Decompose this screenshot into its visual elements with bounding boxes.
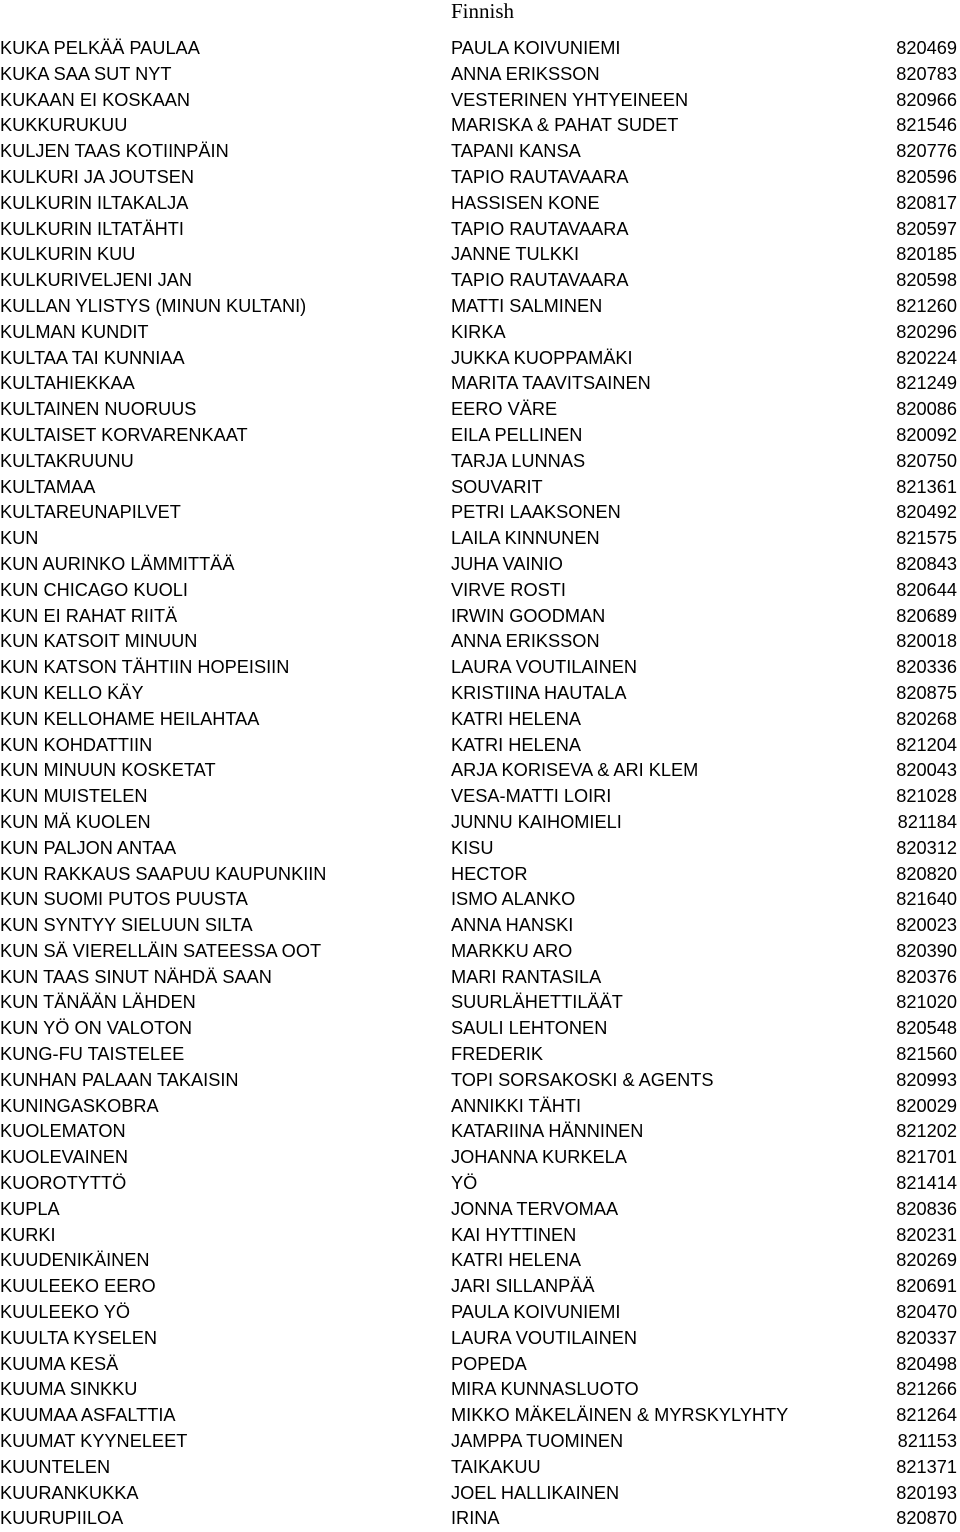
song-title: KUUMA KESÄ xyxy=(0,1353,119,1374)
song-row xyxy=(0,681,960,707)
song-code: 820966 xyxy=(896,89,957,110)
song-code: 820043 xyxy=(896,760,957,781)
song-artist: MIRA KUNNASLUOTO xyxy=(451,1379,639,1400)
song-title: KUKA SAA SUT NYT xyxy=(0,63,172,84)
song-title: KUN AURINKO LÄMMITTÄÄ xyxy=(0,553,235,574)
song-title: KUNHAN PALAAN TAKAISIN xyxy=(0,1069,239,1090)
song-artist: HASSISEN KONE xyxy=(451,192,600,213)
song-row xyxy=(0,836,960,862)
song-title: KUKKURUKUU xyxy=(0,115,128,136)
song-row xyxy=(0,320,960,346)
song-title: KUN MUISTELEN xyxy=(0,786,148,807)
song-row xyxy=(0,990,960,1016)
song-artist: ANNA ERIKSSON xyxy=(451,63,600,84)
song-code: 820783 xyxy=(896,63,957,84)
song-artist: MATTI SALMINEN xyxy=(451,295,603,316)
song-row xyxy=(0,1403,960,1429)
song-row xyxy=(0,242,960,268)
song-title: KUN SUOMI PUTOS PUUSTA xyxy=(0,889,248,910)
song-row xyxy=(0,36,960,62)
song-row xyxy=(0,939,960,965)
song-row xyxy=(0,655,960,681)
song-artist: HECTOR xyxy=(451,863,528,884)
song-title: KUUMAT KYYNELEET xyxy=(0,1431,188,1452)
song-code: 821204 xyxy=(896,734,957,755)
song-row xyxy=(0,1455,960,1481)
song-code: 820193 xyxy=(896,1482,957,1503)
song-row xyxy=(0,1094,960,1120)
song-code: 820268 xyxy=(896,708,957,729)
song-artist: IRWIN GOODMAN xyxy=(451,605,606,626)
song-title: KUN SYNTYY SIELUUN SILTA xyxy=(0,915,253,936)
song-row xyxy=(0,346,960,372)
song-row xyxy=(0,758,960,784)
song-artist: SOUVARIT xyxy=(451,476,543,497)
song-code: 820691 xyxy=(896,1276,957,1297)
song-title: KUN KATSOIT MINUUN xyxy=(0,631,198,652)
song-artist: JAMPPA TUOMINEN xyxy=(451,1431,624,1452)
song-code: 821266 xyxy=(896,1379,957,1400)
song-artist: KAI HYTTINEN xyxy=(451,1224,577,1245)
song-artist: KATRI HELENA xyxy=(451,734,582,755)
song-code: 820750 xyxy=(896,450,957,471)
song-code: 820597 xyxy=(896,218,957,239)
song-row xyxy=(0,578,960,604)
song-title: KULTAMAA xyxy=(0,476,96,497)
song-artist: EERO VÄRE xyxy=(451,399,558,420)
song-title: KUN KATSON TÄHTIIN HOPEISIIN xyxy=(0,657,290,678)
song-code: 820689 xyxy=(896,605,957,626)
song-title: KUOROTYTTÖ xyxy=(0,1173,127,1194)
song-code: 820498 xyxy=(896,1353,957,1374)
song-code: 820390 xyxy=(896,940,957,961)
song-artist: JUKKA KUOPPAMÄKI xyxy=(451,347,633,368)
song-title: KULTAA TAI KUNNIAA xyxy=(0,347,185,368)
song-code: 820376 xyxy=(896,966,957,987)
song-title: KUURUPIILOA xyxy=(0,1508,124,1529)
song-title: KUUMAA ASFALTTIA xyxy=(0,1405,176,1426)
song-code: 820231 xyxy=(896,1224,957,1245)
song-code: 820269 xyxy=(896,1250,957,1271)
song-row xyxy=(0,1326,960,1352)
song-row xyxy=(0,887,960,913)
song-code: 820469 xyxy=(896,38,957,58)
song-row xyxy=(0,1248,960,1274)
song-artist: MARITA TAAVITSAINEN xyxy=(451,373,651,394)
song-row xyxy=(0,62,960,88)
song-code: 820224 xyxy=(896,347,957,368)
song-row xyxy=(0,862,960,888)
song-code: 820018 xyxy=(896,631,957,652)
song-artist: ANNA ERIKSSON xyxy=(451,631,600,652)
song-artist: IRINA xyxy=(451,1508,500,1529)
song-artist: VIRVE ROSTI xyxy=(451,579,566,600)
song-title: KUNG-FU TAISTELEE xyxy=(0,1044,185,1065)
song-row xyxy=(0,1506,960,1532)
song-code: 821184 xyxy=(897,811,957,832)
song-row xyxy=(0,113,960,139)
song-artist: ANNIKKI TÄHTI xyxy=(451,1095,582,1116)
song-row xyxy=(0,1016,960,1042)
song-title: KUOLEMATON xyxy=(0,1121,126,1142)
song-artist: SUURLÄHETTILÄÄT xyxy=(451,992,623,1013)
song-artist: TOPI SORSAKOSKI & AGENTS xyxy=(451,1069,714,1090)
song-row xyxy=(0,475,960,501)
song-artist: ISMO ALANKO xyxy=(451,889,576,910)
song-code: 820023 xyxy=(896,915,957,936)
song-code: 820470 xyxy=(896,1302,957,1323)
song-title: KUN MÄ KUOLEN xyxy=(0,811,151,832)
song-title: KUPLA xyxy=(0,1198,60,1219)
song-code: 821546 xyxy=(896,115,957,136)
song-title: KUN EI RAHAT RIITÄ xyxy=(0,605,178,626)
song-row xyxy=(0,294,960,320)
song-code: 821371 xyxy=(896,1456,957,1477)
song-artist: JARI SILLANPÄÄ xyxy=(451,1276,595,1297)
song-code: 820843 xyxy=(896,553,957,574)
song-artist: PAULA KOIVUNIEMI xyxy=(451,1302,621,1323)
song-code: 820296 xyxy=(896,321,957,342)
song-artist: JONNA TERVOMAA xyxy=(451,1198,619,1219)
song-artist: KRISTIINA HAUTALA xyxy=(451,682,627,703)
song-title: KUUMA SINKKU xyxy=(0,1379,138,1400)
song-row xyxy=(0,1429,960,1455)
song-title: KULKURIN ILTAKALJA xyxy=(0,192,189,213)
song-artist: MARI RANTASILA xyxy=(451,966,602,987)
song-artist: TAPIO RAUTAVAARA xyxy=(451,270,629,291)
song-artist: YÖ xyxy=(451,1173,478,1194)
song-code: 820598 xyxy=(896,270,957,291)
song-code: 820836 xyxy=(896,1198,957,1219)
song-list xyxy=(0,36,960,1532)
song-artist: MARKKU ARO xyxy=(451,940,573,961)
song-row xyxy=(0,604,960,630)
song-title: KUN KELLOHAME HEILAHTAA xyxy=(0,708,260,729)
song-artist: POPEDA xyxy=(451,1353,527,1374)
song-artist: ANNA HANSKI xyxy=(451,915,574,936)
song-row xyxy=(0,449,960,475)
song-row xyxy=(0,707,960,733)
song-row xyxy=(0,965,960,991)
song-row xyxy=(0,1352,960,1378)
song-title: KULJEN TAAS KOTIINPÄIN xyxy=(0,141,229,162)
song-row xyxy=(0,1223,960,1249)
song-code: 821202 xyxy=(896,1121,957,1142)
song-title: KULTAHIEKKAA xyxy=(0,373,135,394)
song-title: KUN KELLO KÄY xyxy=(0,682,144,703)
song-title: KUN KOHDATTIIN xyxy=(0,734,153,755)
song-code: 821020 xyxy=(896,992,957,1013)
song-row xyxy=(0,217,960,243)
song-artist: JANNE TULKKI xyxy=(451,244,580,265)
song-artist: LAURA VOUTILAINEN xyxy=(451,657,637,678)
song-artist: KATARIINA HÄNNINEN xyxy=(451,1121,644,1142)
song-code: 820492 xyxy=(896,502,957,523)
song-row xyxy=(0,371,960,397)
song-code: 820596 xyxy=(896,166,957,187)
song-code: 820086 xyxy=(896,399,957,420)
song-code: 820817 xyxy=(896,192,957,213)
page-header xyxy=(451,0,514,22)
song-title: KUN PALJON ANTAA xyxy=(0,837,177,858)
song-title: KUNINGASKOBRA xyxy=(0,1095,159,1116)
song-code: 820092 xyxy=(896,424,957,445)
song-artist: JUHA VAINIO xyxy=(451,553,563,574)
song-code: 821701 xyxy=(896,1147,957,1168)
song-row xyxy=(0,1300,960,1326)
song-title: KULKURIVELJENI JAN xyxy=(0,270,193,291)
song-code: 821560 xyxy=(896,1044,957,1065)
song-artist: MIKKO MÄKELÄINEN & MYRSKYLYHTY xyxy=(451,1405,789,1426)
song-title: KUUNTELEN xyxy=(0,1456,111,1477)
song-title: KUUDENIKÄINEN xyxy=(0,1250,150,1271)
song-title: KUN MINUUN KOSKETAT xyxy=(0,760,216,781)
song-row xyxy=(0,500,960,526)
song-title: KULKURI JA JOUTSEN xyxy=(0,166,195,187)
song-title: KULTAINEN NUORUUS xyxy=(0,399,197,420)
song-code: 820029 xyxy=(896,1095,957,1116)
song-title: KUN YÖ ON VALOTON xyxy=(0,1018,193,1039)
song-row xyxy=(0,913,960,939)
song-artist: ARJA KORISEVA & ARI KLEM xyxy=(451,760,699,781)
song-artist: VESTERINEN YHTYEINEEN xyxy=(451,89,689,110)
song-title: KURKI xyxy=(0,1224,56,1245)
song-title: KUN CHICAGO KUOLI xyxy=(0,579,188,600)
song-row xyxy=(0,139,960,165)
song-title: KULMAN KUNDIT xyxy=(0,321,149,342)
song-title: KULTAISET KORVARENKAAT xyxy=(0,424,248,445)
song-title: KULLAN YLISTYS (MINUN KULTANI) xyxy=(0,295,307,316)
song-artist: TARJA LUNNAS xyxy=(451,450,586,471)
song-row xyxy=(0,423,960,449)
song-title: KULTAKRUUNU xyxy=(0,450,134,471)
song-artist: JOEL HALLIKAINEN xyxy=(451,1482,620,1503)
song-row xyxy=(0,397,960,423)
song-artist: VESA-MATTI LOIRI xyxy=(451,786,612,807)
song-code: 820185 xyxy=(896,244,957,265)
song-title: KUULEEKO YÖ xyxy=(0,1302,131,1323)
song-artist: KIRKA xyxy=(451,321,506,342)
song-row xyxy=(0,784,960,810)
song-artist: KATRI HELENA xyxy=(451,708,582,729)
song-code: 820548 xyxy=(896,1018,957,1039)
song-title: KULTAREUNAPILVET xyxy=(0,502,181,523)
song-artist: MARISKA & PAHAT SUDET xyxy=(451,115,679,136)
song-artist: TAIKAKUU xyxy=(451,1456,541,1477)
song-code: 821575 xyxy=(896,528,957,549)
song-code: 820644 xyxy=(896,579,957,600)
song-code: 821264 xyxy=(896,1405,957,1426)
song-code: 820870 xyxy=(896,1508,957,1529)
song-row xyxy=(0,1119,960,1145)
song-code: 821249 xyxy=(896,373,957,394)
song-row xyxy=(0,165,960,191)
song-code: 821028 xyxy=(896,786,957,807)
song-row xyxy=(0,1197,960,1223)
song-artist: JUNNU KAIHOMIELI xyxy=(451,811,622,832)
song-row xyxy=(0,733,960,759)
song-artist: TAPANI KANSA xyxy=(451,141,581,162)
song-code: 820336 xyxy=(896,657,957,678)
language-heading: Finnish xyxy=(451,0,515,23)
song-row xyxy=(0,629,960,655)
song-row xyxy=(0,810,960,836)
song-artist: JOHANNA KURKELA xyxy=(451,1147,627,1168)
song-title: KUKAAN EI KOSKAAN xyxy=(0,89,191,110)
song-code: 820875 xyxy=(896,682,957,703)
song-artist: PETRI LAAKSONEN xyxy=(451,502,621,523)
song-title: KUOLEVAINEN xyxy=(0,1147,129,1168)
song-row xyxy=(0,1274,960,1300)
song-artist: FREDERIK xyxy=(451,1044,543,1065)
song-code: 821640 xyxy=(896,889,957,910)
song-code: 821414 xyxy=(896,1173,957,1194)
song-code: 820312 xyxy=(896,837,957,858)
song-artist: LAILA KINNUNEN xyxy=(451,528,600,549)
song-row xyxy=(0,552,960,578)
song-title: KUKA PELKÄÄ PAULAA xyxy=(0,38,200,58)
song-title: KULKURIN ILTATÄHTI xyxy=(0,218,184,239)
song-artist: LAURA VOUTILAINEN xyxy=(451,1327,637,1348)
song-code: 820993 xyxy=(896,1069,957,1090)
song-title: KUN RAKKAUS SAAPUU KAUPUNKIIN xyxy=(0,863,327,884)
song-row xyxy=(0,526,960,552)
song-artist: KISU xyxy=(451,837,494,858)
song-row xyxy=(0,1145,960,1171)
song-row xyxy=(0,88,960,114)
song-title: KUURANKUKKA xyxy=(0,1482,139,1503)
song-artist: KATRI HELENA xyxy=(451,1250,582,1271)
song-code: 820337 xyxy=(896,1327,957,1348)
song-artist: EILA PELLINEN xyxy=(451,424,583,445)
song-artist: TAPIO RAUTAVAARA xyxy=(451,218,629,239)
song-artist: SAULI LEHTONEN xyxy=(451,1018,608,1039)
song-row xyxy=(0,268,960,294)
song-code: 821260 xyxy=(896,295,957,316)
song-row xyxy=(0,1042,960,1068)
song-code: 820776 xyxy=(896,141,957,162)
song-title: KUN xyxy=(0,528,39,549)
song-title: KUN SÄ VIERELLÄIN SATEESSA OOT xyxy=(0,940,322,961)
song-row xyxy=(0,1481,960,1507)
song-title: KUN TAAS SINUT NÄHDÄ SAAN xyxy=(0,966,272,987)
song-code: 821153 xyxy=(897,1431,957,1452)
song-row xyxy=(0,1068,960,1094)
song-title: KUULTA KYSELEN xyxy=(0,1327,158,1348)
song-title: KULKURIN KUU xyxy=(0,244,136,265)
song-artist: PAULA KOIVUNIEMI xyxy=(451,38,621,58)
song-title: KUULEEKO EERO xyxy=(0,1276,156,1297)
song-row xyxy=(0,1171,960,1197)
song-row xyxy=(0,191,960,217)
song-artist: TAPIO RAUTAVAARA xyxy=(451,166,629,187)
song-title: KUN TÄNÄÄN LÄHDEN xyxy=(0,992,196,1013)
song-row xyxy=(0,1377,960,1403)
song-code: 820820 xyxy=(896,863,957,884)
song-code: 821361 xyxy=(896,476,957,497)
